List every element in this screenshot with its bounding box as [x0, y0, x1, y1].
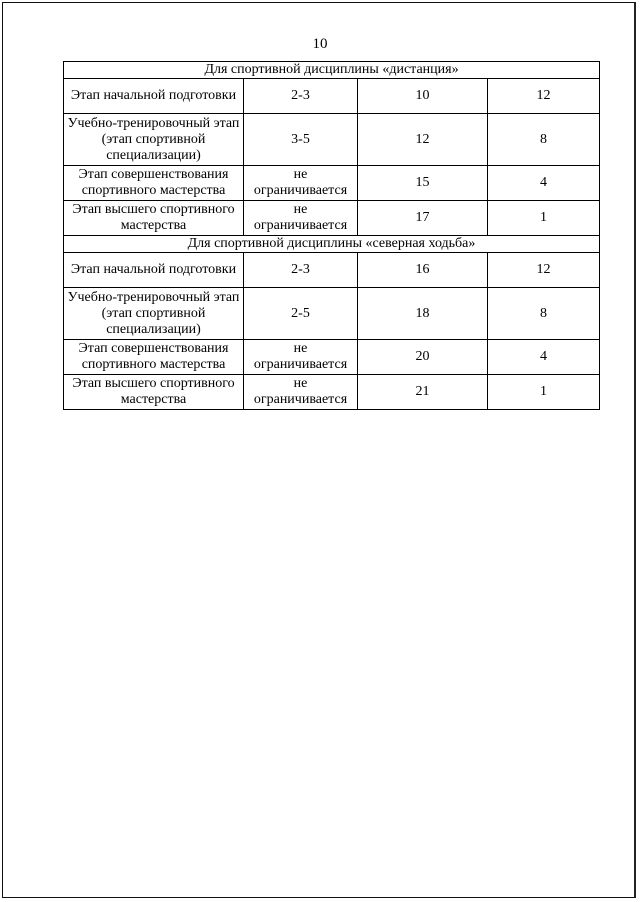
stage-name-cell: Этап совершенствования спортивного мастерства — [64, 166, 244, 201]
stage-name-cell: Этап начальной подготовки — [64, 79, 244, 114]
group-size-cell: 8 — [488, 114, 600, 166]
group-size-cell: 1 — [488, 201, 600, 236]
table-row — [64, 340, 600, 375]
table-row — [64, 375, 600, 410]
duration-cell: 2-5 — [244, 288, 358, 340]
section-header-row — [64, 62, 600, 79]
table-row — [64, 253, 600, 288]
group-size-cell: 12 — [488, 253, 600, 288]
table-row — [64, 166, 600, 201]
min-age-cell: 12 — [358, 114, 488, 166]
stage-name-cell: Учебно-тренировочный этап (этап спортивной специализации) — [64, 288, 244, 340]
min-age-cell: 17 — [358, 201, 488, 236]
stage-name-cell: Учебно-тренировочный этап (этап спортивной специализации) — [64, 114, 244, 166]
group-size-cell: 4 — [488, 340, 600, 375]
group-size-cell: 8 — [488, 288, 600, 340]
group-size-cell: 12 — [488, 79, 600, 114]
duration-cell: 2-3 — [244, 79, 358, 114]
stage-name-cell: Этап высшего спортивного мастерства — [64, 201, 244, 236]
table-row — [64, 114, 600, 166]
stage-name-cell: Этап высшего спортивного мастерства — [64, 375, 244, 410]
duration-cell: не ограничивается — [244, 340, 358, 375]
stage-name-cell: Этап совершенствования спортивного мастерства — [64, 340, 244, 375]
min-age-cell: 21 — [358, 375, 488, 410]
training-stages-table — [63, 61, 600, 410]
section-title: Для спортивной дисциплины «северная ходьба» — [64, 236, 600, 253]
duration-cell: не ограничивается — [244, 375, 358, 410]
duration-cell: не ограничивается — [244, 201, 358, 236]
table-row — [64, 288, 600, 340]
page-number: 10 — [312, 36, 328, 52]
section-title: Для спортивной дисциплины «дистанция» — [64, 62, 600, 79]
table-row — [64, 79, 600, 114]
duration-cell: не ограничивается — [244, 166, 358, 201]
min-age-cell: 20 — [358, 340, 488, 375]
group-size-cell: 1 — [488, 375, 600, 410]
stage-name-cell: Этап начальной подготовки — [64, 253, 244, 288]
duration-cell: 3-5 — [244, 114, 358, 166]
section-header-row — [64, 236, 600, 253]
min-age-cell: 16 — [358, 253, 488, 288]
group-size-cell: 4 — [488, 166, 600, 201]
min-age-cell: 18 — [358, 288, 488, 340]
duration-cell: 2-3 — [244, 253, 358, 288]
min-age-cell: 15 — [358, 166, 488, 201]
min-age-cell: 10 — [358, 79, 488, 114]
table-row — [64, 201, 600, 236]
